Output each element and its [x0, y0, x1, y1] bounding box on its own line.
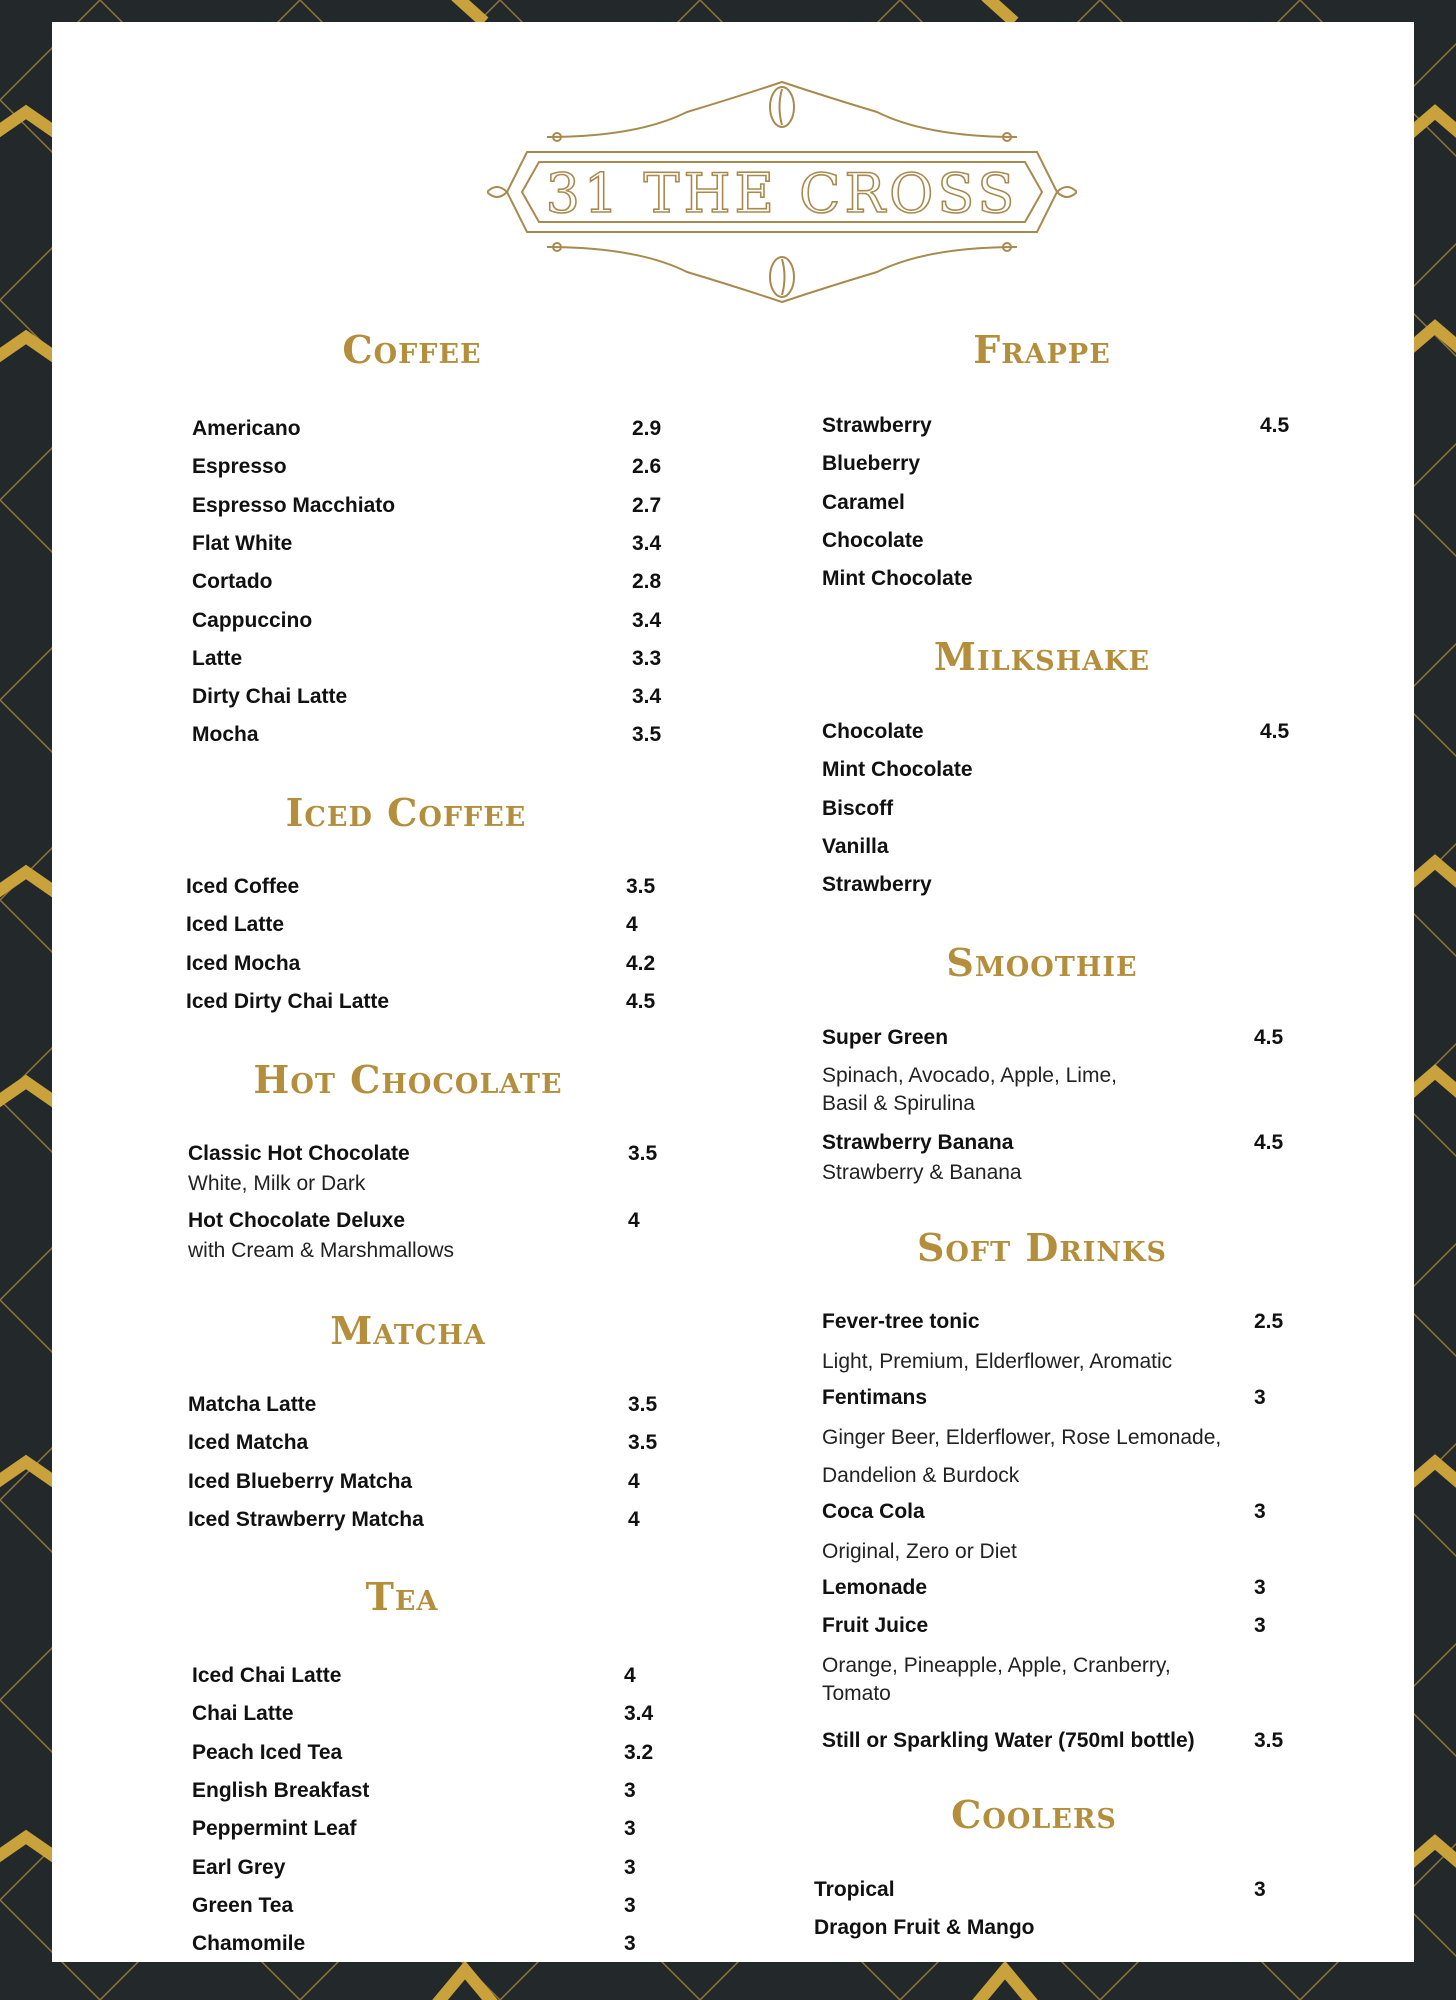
section-matcha [188, 1308, 658, 1538]
section-title-milkshake: Milkshake [933, 634, 1151, 679]
section-shared-price: 4.5 [1260, 720, 1290, 743]
section-title-iced-coffee: Iced Coffee [285, 790, 527, 835]
section-title-smoothie: Smoothie [946, 940, 1138, 985]
menu-item-price: 4 [626, 913, 638, 937]
menu-item-price: 3 [624, 1855, 636, 1879]
menu-item-name: Chamomile [192, 1932, 306, 1956]
menu-item-name: Iced Chai Latte [192, 1664, 342, 1687]
section-coolers [814, 1792, 1266, 1940]
menu-item-price: 3 [624, 1932, 636, 1956]
menu-item-row [188, 1431, 658, 1461]
section-milkshake [822, 634, 1290, 897]
menu-item-name: Coca Cola [822, 1500, 925, 1523]
menu-item-row [192, 1702, 654, 1732]
menu-item-price: 3.4 [632, 531, 662, 555]
menu-item-price: 4 [628, 1209, 640, 1232]
section-shared-price: 3 [1254, 1878, 1266, 1901]
menu-item-row [188, 1393, 658, 1423]
menu-item-name: Chocolate [822, 720, 924, 743]
menu-item-price: 4 [624, 1664, 636, 1687]
menu-item-name: Mint Chocolate [822, 567, 973, 591]
menu-item-price: 4.5 [1254, 1026, 1284, 1049]
menu-item-name: Americano [192, 417, 301, 440]
menu-item-name: Chocolate [822, 528, 924, 552]
menu-item-name: Blueberry [822, 452, 921, 476]
menu-item-price: 4.2 [626, 951, 656, 975]
menu-item-price: 2.5 [1254, 1310, 1284, 1333]
menu-item-name: Iced Mocha [186, 951, 301, 975]
menu-item-description: Basil & Spirulina [822, 1092, 975, 1115]
menu-item-price: 2.6 [632, 455, 662, 479]
menu-item-row [822, 452, 1282, 482]
menu-item-row [822, 1614, 1342, 1644]
menu-item-row [188, 1507, 640, 1538]
menu-item-price: 3.5 [1254, 1729, 1284, 1752]
menu-item-row [188, 1142, 708, 1172]
section-title-coffee: Coffee [342, 327, 482, 372]
menu-item-price: 2.9 [632, 417, 662, 440]
menu-item-row [188, 1469, 640, 1500]
menu-item-name: Espresso [192, 455, 287, 479]
menu-item-description: Strawberry & Banana [822, 1161, 1022, 1184]
section-title-matcha: Matcha [330, 1308, 486, 1353]
section-shared-price: 4.5 [1260, 414, 1290, 437]
menu-item-price: 4.5 [1254, 1131, 1284, 1154]
menu-item-name: Fruit Juice [822, 1614, 929, 1637]
menu-item-description: Ginger Beer, Elderflower, Rose Lemonade, [822, 1426, 1222, 1449]
menu-item-row [822, 1026, 1342, 1056]
menu-item-name: Still or Sparkling Water (750ml bottle) [822, 1729, 1195, 1752]
section-frappe [822, 327, 1290, 591]
menu-item-price: 2.8 [632, 570, 662, 594]
menu-item-name: Tropical [814, 1878, 895, 1901]
menu-item-row [192, 531, 662, 562]
menu-item-description: Original, Zero or Diet [822, 1540, 1017, 1563]
menu-item-row [192, 608, 662, 639]
menu-item-price: 3.5 [628, 1393, 658, 1416]
menu-item-row [822, 1576, 1342, 1606]
menu-item-name: Green Tea [192, 1893, 294, 1917]
menu-item-name: Cortado [192, 570, 273, 594]
menu-item-name: Iced Latte [186, 913, 285, 937]
menu-item-price: 3.4 [632, 608, 662, 632]
menu-item-price: 3.5 [626, 875, 656, 898]
menu-item-row [822, 1729, 1342, 1759]
menu-item-name: Fentimans [822, 1386, 928, 1409]
brand-logo [487, 77, 1077, 307]
menu-item-row [822, 758, 1282, 788]
section-title-hot-chocolate: Hot Chocolate [253, 1057, 563, 1102]
menu-item-price: 2.7 [632, 493, 662, 517]
menu-item-description: Dandelion & Burdock [822, 1464, 1020, 1487]
menu-item-row [192, 685, 662, 715]
menu-item-name: Cappuccino [192, 608, 313, 632]
menu-item-price: 3 [1254, 1500, 1266, 1523]
menu-item-row [186, 989, 656, 1020]
menu-item-row [822, 529, 1282, 559]
menu-item-name: Mocha [192, 723, 259, 747]
menu-item-name: Earl Grey [192, 1855, 286, 1879]
menu-item-price: 3 [1254, 1576, 1266, 1599]
menu-item-row [192, 1893, 636, 1924]
menu-item-name: Mint Chocolate [822, 758, 973, 782]
menu-item-row [192, 1817, 636, 1847]
section-smoothie [822, 940, 1284, 1184]
menu-item-name: Dirty Chai Latte [192, 685, 348, 709]
menu-item-name: Fever-tree tonic [822, 1310, 980, 1333]
menu-item-name: Latte [192, 646, 243, 670]
menu-item-price: 4.5 [626, 989, 656, 1013]
menu-item-description: with Cream & Marshmallows [188, 1239, 455, 1262]
menu-item-price: 3.4 [624, 1702, 654, 1726]
menu-item-row [822, 797, 1282, 827]
menu-item-row [822, 567, 1282, 597]
menu-item-name: Iced Blueberry Matcha [188, 1469, 413, 1493]
menu-item-price: 3 [624, 1893, 636, 1917]
section-coffee [192, 327, 662, 757]
menu-item-price: 3.4 [632, 685, 662, 709]
section-iced-coffee [186, 790, 656, 1020]
menu-item-price: 3.3 [632, 646, 662, 670]
menu-item-name: Flat White [192, 531, 293, 555]
menu-item-row [192, 723, 662, 753]
menu-item-name: Super Green [822, 1026, 949, 1049]
menu-item-row [192, 455, 662, 485]
menu-item-price: 3.5 [628, 1142, 658, 1165]
menu-item-row [822, 873, 1282, 903]
menu-item-name: Dragon Fruit & Mango [814, 1916, 1035, 1940]
menu-item-name: Matcha Latte [188, 1393, 317, 1416]
menu-item-row [822, 491, 1282, 521]
menu-item-row [822, 720, 1290, 750]
menu-item-price: 3.2 [624, 1740, 654, 1764]
menu-item-row [822, 1500, 1342, 1530]
menu-item-name: Peppermint Leaf [192, 1817, 357, 1841]
menu-item-row [822, 414, 1290, 444]
menu-item-row [192, 646, 662, 677]
menu-item-name: Iced Strawberry Matcha [188, 1507, 424, 1531]
menu-item-row [192, 1740, 654, 1771]
menu-item-row [192, 493, 662, 524]
menu-item-name: Strawberry [822, 873, 932, 897]
section-soft-drinks [822, 1225, 1342, 1755]
menu-item-row [192, 1664, 636, 1694]
menu-item-name: Espresso Macchiato [192, 493, 396, 517]
menu-item-row [822, 1310, 1342, 1340]
menu-item-name: Iced Coffee [186, 875, 300, 898]
brand-logo-text: 31 THE CROSS [545, 162, 1019, 225]
menu-item-name: Peach Iced Tea [192, 1740, 343, 1764]
menu-item-description: Tomato [822, 1682, 891, 1705]
menu-item-row [822, 835, 1282, 865]
menu-page [52, 22, 1414, 1962]
menu-item-name: Vanilla [822, 834, 889, 858]
menu-item-row [192, 1932, 636, 1962]
menu-item-price: 3.5 [628, 1431, 658, 1455]
menu-item-price: 3 [624, 1778, 636, 1802]
menu-item-row [192, 417, 662, 447]
menu-item-description: Light, Premium, Elderflower, Aromatic [822, 1350, 1173, 1373]
menu-item-row [814, 1916, 1274, 1946]
menu-item-name: Iced Dirty Chai Latte [186, 989, 390, 1013]
menu-item-row [192, 1778, 636, 1809]
menu-item-name: Iced Matcha [188, 1431, 309, 1455]
menu-item-price: 4 [628, 1469, 640, 1493]
menu-item-name: Hot Chocolate Deluxe [188, 1209, 406, 1232]
section-title-soft-drinks: Soft Drinks [916, 1225, 1168, 1270]
menu-item-name: Biscoff [822, 796, 894, 820]
menu-item-name: Chai Latte [192, 1702, 294, 1726]
section-title-frappe: Frappe [973, 327, 1111, 372]
menu-item-name: Lemonade [822, 1576, 928, 1599]
menu-item-row [186, 913, 638, 943]
menu-item-name: Classic Hot Chocolate [188, 1142, 410, 1165]
menu-item-description: White, Milk or Dark [188, 1172, 366, 1195]
menu-item-row [186, 875, 656, 905]
menu-item-row [822, 1386, 1342, 1416]
menu-item-name: Strawberry Banana [822, 1131, 1014, 1154]
menu-item-price: 3.5 [632, 723, 662, 747]
section-title-tea: Tea [365, 1574, 439, 1619]
section-title-coolers: Coolers [951, 1792, 1117, 1837]
menu-item-name: English Breakfast [192, 1778, 370, 1802]
section-tea [192, 1574, 654, 1956]
menu-item-name: Caramel [822, 490, 905, 514]
menu-item-row [814, 1878, 1274, 1908]
menu-item-row [186, 951, 656, 982]
menu-item-price: 3 [1254, 1614, 1266, 1637]
menu-item-row [192, 1855, 636, 1886]
menu-item-row [192, 570, 662, 600]
menu-item-price: 4 [628, 1507, 640, 1531]
menu-item-name: Strawberry [822, 414, 932, 437]
menu-item-price: 3 [624, 1817, 636, 1841]
menu-item-description: Spinach, Avocado, Apple, Lime, [822, 1064, 1117, 1087]
menu-item-row [822, 1131, 1342, 1161]
menu-item-row [188, 1209, 708, 1239]
menu-item-description: Orange, Pineapple, Apple, Cranberry, [822, 1654, 1171, 1677]
section-hot-chocolate [188, 1057, 658, 1277]
menu-item-price: 3 [1254, 1386, 1266, 1409]
